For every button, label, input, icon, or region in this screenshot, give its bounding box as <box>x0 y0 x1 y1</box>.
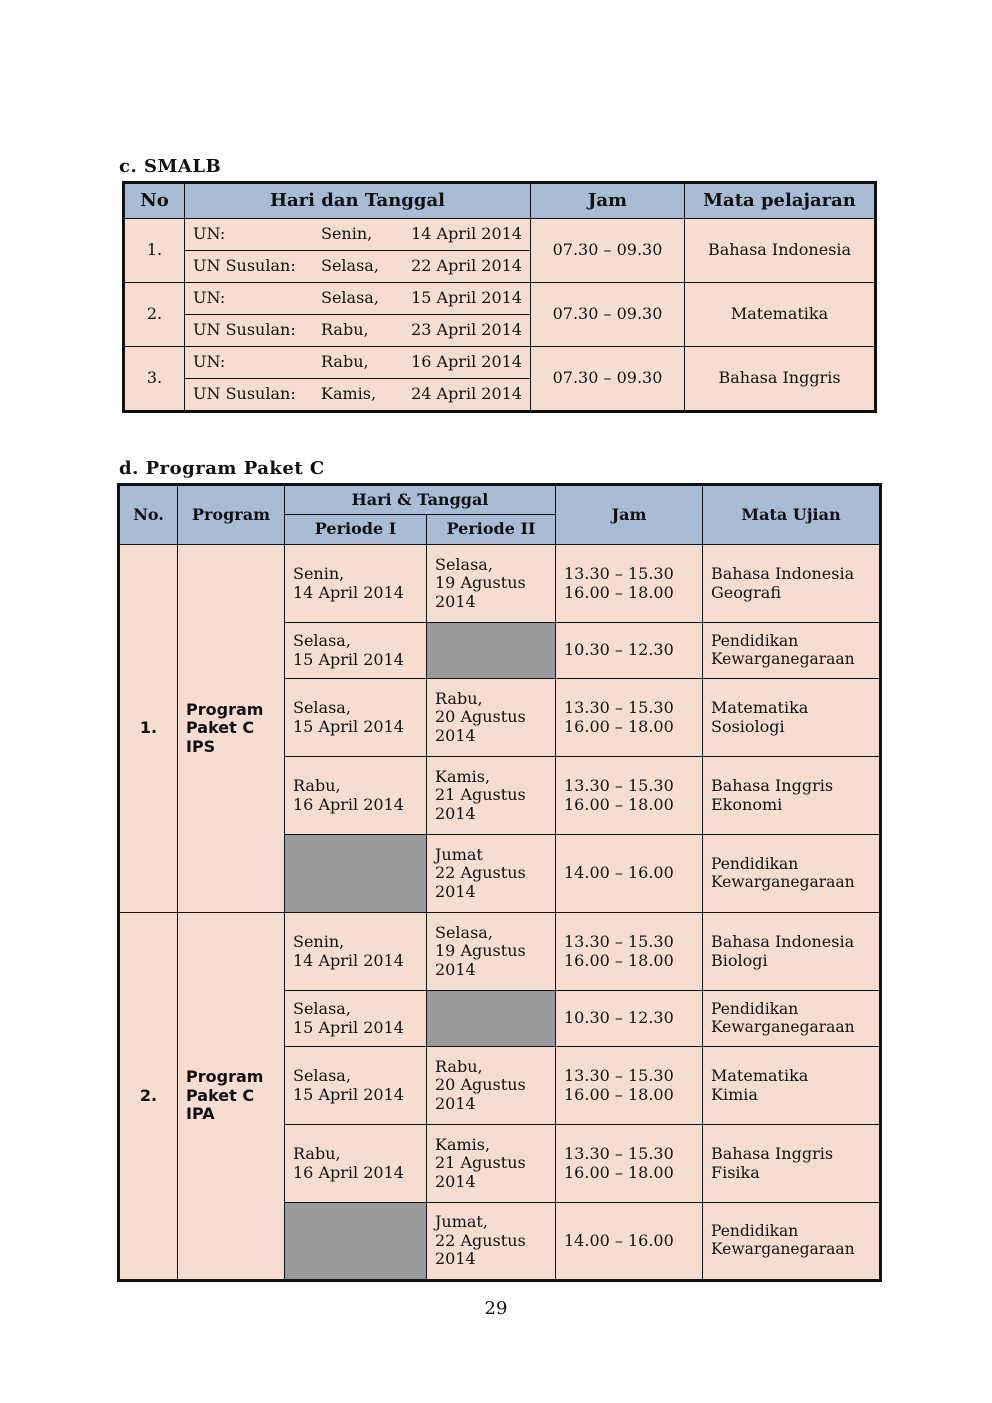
cell-line: Kewarganegaraan <box>711 872 855 891</box>
periode-1-cell <box>285 913 427 991</box>
cell-line: Matematika <box>711 1066 809 1086</box>
cell-line: Rabu, <box>435 688 483 708</box>
header-hari-tanggal: Hari & Tanggal <box>285 485 556 515</box>
un-date: 14 April 2014 <box>411 224 522 244</box>
empty-cell <box>285 835 427 913</box>
cell-line: 15 April 2014 <box>293 1017 404 1037</box>
section-c-title: c. SMALB <box>119 156 222 177</box>
cell-line: Kewarganegaraan <box>711 1017 855 1036</box>
periode-1-cell-lines <box>293 933 418 970</box>
un-day: Senin, <box>321 224 373 244</box>
cell-line: Kamis, <box>435 766 491 786</box>
periode-2-cell <box>427 757 556 835</box>
jam-cell <box>556 835 703 913</box>
jam-cell-lines <box>564 777 694 814</box>
cell-line: 13.30 – 15.30 <box>564 698 674 718</box>
cell-line: Pendidikan <box>711 1222 799 1241</box>
cell-line: Selasa, <box>435 554 493 574</box>
susulan-date-cell <box>185 251 531 283</box>
header-jam: Jam <box>531 183 685 219</box>
mata-pelajaran-cell: Matematika <box>685 283 876 347</box>
jam-cell: 07.30 – 09.30 <box>531 219 685 283</box>
cell-line: 13.30 – 15.30 <box>564 1144 674 1164</box>
periode-2-cell <box>427 1203 556 1281</box>
cell-line: 2014 <box>435 1093 476 1113</box>
jam-cell <box>556 1047 703 1125</box>
mata-ujian-cell-lines <box>711 1001 871 1037</box>
cell-line: Pendidikan <box>711 854 799 873</box>
empty-cell <box>427 991 556 1047</box>
periode-2-cell-lines <box>435 924 547 979</box>
jam-cell-lines <box>564 699 694 736</box>
jam-cell-lines <box>564 641 694 659</box>
susulan-day: Kamis, <box>321 384 377 404</box>
periode-1-cell-lines <box>293 1067 418 1104</box>
periode-1-cell <box>285 679 427 757</box>
cell-line: 16.00 – 18.00 <box>564 794 674 814</box>
cell-line: 16.00 – 18.00 <box>564 1162 674 1182</box>
cell-line: 15 April 2014 <box>293 1084 404 1104</box>
mata-ujian-cell <box>703 545 881 623</box>
un-date-cell <box>185 219 531 251</box>
cell-line: IPA <box>186 1104 215 1124</box>
table-row <box>124 347 876 379</box>
cell-line: IPS <box>186 736 216 756</box>
cell-line: 13.30 – 15.30 <box>564 932 674 952</box>
row-number: 1. <box>124 219 185 283</box>
jam-cell-lines <box>564 1232 694 1250</box>
cell-line: Fisika <box>711 1162 760 1182</box>
cell-line: 13.30 – 15.30 <box>564 776 674 796</box>
cell-line: Bahasa Inggris <box>711 1144 834 1164</box>
mata-ujian-cell <box>703 991 881 1047</box>
cell-line: Selasa, <box>435 922 493 942</box>
susulan-date: 23 April 2014 <box>411 320 522 340</box>
cell-line: 20 Agustus <box>435 707 526 727</box>
cell-line: 22 Agustus <box>435 863 526 883</box>
mata-pelajaran-cell: Bahasa Inggris <box>685 347 876 412</box>
un-date: 15 April 2014 <box>411 288 522 308</box>
cell-line: 2014 <box>435 881 476 901</box>
periode-1-cell <box>285 991 427 1047</box>
cell-line: Jumat, <box>435 1212 488 1232</box>
mata-ujian-cell <box>703 1203 881 1281</box>
jam-cell-lines <box>564 933 694 970</box>
program-name-lines <box>186 701 276 756</box>
cell-line: 2014 <box>435 803 476 823</box>
cell-line: Paket C <box>186 718 255 738</box>
mata-ujian-cell-lines <box>711 777 871 814</box>
table-row <box>119 545 881 623</box>
paket-c-table <box>117 483 882 1282</box>
periode-1-cell-lines <box>293 1145 418 1182</box>
periode-1-cell <box>285 545 427 623</box>
cell-line: 2014 <box>435 1171 476 1191</box>
cell-line: 19 Agustus <box>435 941 526 961</box>
cell-line: 21 Agustus <box>435 785 526 805</box>
cell-line: Paket C <box>186 1085 255 1105</box>
cell-line: 22 Agustus <box>435 1230 526 1250</box>
jam-cell-lines <box>564 1067 694 1104</box>
susulan-line <box>185 385 530 403</box>
jam-cell: 07.30 – 09.30 <box>531 347 685 412</box>
periode-2-cell-lines <box>435 768 547 823</box>
periode-1-cell <box>285 1047 427 1125</box>
un-date-cell <box>185 283 531 315</box>
empty-cell <box>285 1203 427 1281</box>
periode-2-cell <box>427 1047 556 1125</box>
periode-2-cell <box>427 835 556 913</box>
mata-ujian-cell-lines <box>711 1223 871 1259</box>
program-name <box>178 545 285 913</box>
mata-ujian-cell <box>703 679 881 757</box>
table-header-row <box>124 183 876 219</box>
cell-line: Bahasa Inggris <box>711 776 834 796</box>
jam-cell <box>556 991 703 1047</box>
cell-line: Matematika <box>711 698 809 718</box>
periode-2-cell-lines <box>435 846 547 901</box>
cell-line: 16.00 – 18.00 <box>564 716 674 736</box>
jam-cell-lines <box>564 1009 694 1027</box>
cell-line: 16.00 – 18.00 <box>564 1084 674 1104</box>
cell-line: Ekonomi <box>711 794 783 814</box>
un-day: Selasa, <box>321 288 379 308</box>
mata-ujian-cell <box>703 1125 881 1203</box>
cell-line: 13.30 – 15.30 <box>564 1066 674 1086</box>
cell-line: 16 April 2014 <box>293 1162 404 1182</box>
jam-cell-lines <box>564 565 694 602</box>
periode-1-cell-lines <box>293 1000 418 1037</box>
cell-line: 15 April 2014 <box>293 716 404 736</box>
mata-ujian-cell-lines <box>711 856 871 892</box>
cell-line: 16.00 – 18.00 <box>564 950 674 970</box>
table-header-row <box>119 485 881 515</box>
cell-line: 14.00 – 16.00 <box>564 1230 674 1250</box>
mata-ujian-cell-lines <box>711 933 871 970</box>
periode-1-cell <box>285 757 427 835</box>
row-number: 3. <box>124 347 185 412</box>
cell-line: 21 Agustus <box>435 1153 526 1173</box>
cell-line: Rabu, <box>293 1144 341 1164</box>
cell-line: Kewarganegaraan <box>711 1240 855 1258</box>
section-d-title: d. Program Paket C <box>119 458 325 479</box>
jam-cell <box>556 545 703 623</box>
un-line <box>185 225 530 243</box>
program-name-lines <box>186 1068 276 1123</box>
cell-line: Bahasa Indonesia <box>711 932 855 952</box>
susulan-line <box>185 257 530 275</box>
susulan-label: UN Susulan: <box>193 384 296 404</box>
cell-line: 16 April 2014 <box>293 794 404 814</box>
cell-line: Kewarganegaraan <box>711 649 855 668</box>
cell-line: Selasa, <box>293 999 351 1019</box>
header-hari-tanggal: Hari dan Tanggal <box>185 183 531 219</box>
cell-line: Sosiologi <box>711 716 785 736</box>
cell-line: 2014 <box>435 959 476 979</box>
page-number: 29 <box>484 1298 508 1319</box>
susulan-date: 22 April 2014 <box>411 256 522 276</box>
group-number: 2. <box>119 913 178 1281</box>
un-label: UN: <box>193 352 226 372</box>
jam-cell <box>556 679 703 757</box>
cell-line: Program <box>186 1067 264 1087</box>
periode-2-cell <box>427 545 556 623</box>
jam-cell <box>556 913 703 991</box>
cell-line: Bahasa Indonesia <box>711 564 855 584</box>
mata-ujian-cell <box>703 623 881 679</box>
mata-ujian-cell-lines <box>711 1145 871 1182</box>
cell-line: 2014 <box>435 1249 476 1269</box>
un-day: Rabu, <box>321 352 369 372</box>
cell-line: 16.00 – 18.00 <box>564 582 674 602</box>
periode-2-cell-lines <box>435 1136 547 1191</box>
susulan-label: UN Susulan: <box>193 320 296 340</box>
cell-line: 2014 <box>435 725 476 745</box>
cell-line: 13.30 – 15.30 <box>564 564 674 584</box>
jam-cell-lines <box>564 1145 694 1182</box>
jam-cell <box>556 1125 703 1203</box>
cell-line: 14.00 – 16.00 <box>564 863 674 883</box>
row-number: 2. <box>124 283 185 347</box>
un-date-cell <box>185 347 531 379</box>
susulan-label: UN Susulan: <box>193 256 296 276</box>
susulan-date-cell <box>185 379 531 412</box>
header-periode-2: Periode II <box>427 515 556 545</box>
cell-line: 19 Agustus <box>435 573 526 593</box>
susulan-date-cell <box>185 315 531 347</box>
empty-cell <box>427 623 556 679</box>
mata-ujian-cell <box>703 1047 881 1125</box>
periode-2-cell <box>427 679 556 757</box>
table-row <box>119 913 881 991</box>
cell-line: Kimia <box>711 1084 758 1104</box>
jam-cell-lines <box>564 864 694 882</box>
susulan-day: Selasa, <box>321 256 379 276</box>
cell-line: 20 Agustus <box>435 1075 526 1095</box>
cell-line: Program <box>186 699 264 719</box>
cell-line: 10.30 – 12.30 <box>564 1008 674 1028</box>
jam-cell <box>556 757 703 835</box>
header-mata-pelajaran: Mata pelajaran <box>685 183 876 219</box>
mata-ujian-cell <box>703 757 881 835</box>
cell-line: Rabu, <box>293 776 341 796</box>
cell-line: Senin, <box>293 932 345 952</box>
cell-line: Kamis, <box>435 1134 491 1154</box>
mata-ujian-cell-lines <box>711 633 871 669</box>
un-date: 16 April 2014 <box>411 352 522 372</box>
mata-ujian-cell-lines <box>711 565 871 602</box>
cell-line: Selasa, <box>293 631 351 651</box>
mata-ujian-cell-lines <box>711 1067 871 1104</box>
susulan-day: Rabu, <box>321 320 369 340</box>
header-no: No <box>124 183 185 219</box>
mata-ujian-cell <box>703 913 881 991</box>
cell-line: 10.30 – 12.30 <box>564 640 674 660</box>
un-label: UN: <box>193 224 226 244</box>
header-mata-ujian: Mata Ujian <box>703 485 881 545</box>
mata-pelajaran-cell: Bahasa Indonesia <box>685 219 876 283</box>
periode-1-cell-lines <box>293 777 418 814</box>
periode-1-cell-lines <box>293 699 418 736</box>
cell-line: 2014 <box>435 591 476 611</box>
cell-line: Pendidikan <box>711 631 799 650</box>
cell-line: Jumat <box>435 844 483 864</box>
cell-line: Rabu, <box>435 1056 483 1076</box>
cell-line: 14 April 2014 <box>293 950 404 970</box>
mata-ujian-cell-lines <box>711 699 871 736</box>
cell-line: 15 April 2014 <box>293 649 404 669</box>
cell-line: Biologi <box>711 950 768 970</box>
periode-1-cell-lines <box>293 632 418 669</box>
periode-2-cell-lines <box>435 556 547 611</box>
header-program: Program <box>178 485 285 545</box>
cell-line: Senin, <box>293 564 345 584</box>
cell-line: Selasa, <box>293 698 351 718</box>
periode-2-cell-lines <box>435 690 547 745</box>
un-line <box>185 353 530 371</box>
un-label: UN: <box>193 288 226 308</box>
susulan-line <box>185 321 530 339</box>
table-row <box>124 283 876 315</box>
header-jam: Jam <box>556 485 703 545</box>
periode-2-cell-lines <box>435 1058 547 1113</box>
un-line <box>185 289 530 307</box>
periode-2-cell-lines <box>435 1213 547 1268</box>
cell-line: Selasa, <box>293 1066 351 1086</box>
periode-2-cell <box>427 913 556 991</box>
cell-line: Geografi <box>711 582 781 602</box>
cell-line: Pendidikan <box>711 999 799 1018</box>
jam-cell <box>556 623 703 679</box>
program-name <box>178 913 285 1281</box>
periode-1-cell-lines <box>293 565 418 602</box>
periode-2-cell <box>427 1125 556 1203</box>
jam-cell <box>556 1203 703 1281</box>
smalb-table <box>122 181 877 413</box>
periode-1-cell <box>285 1125 427 1203</box>
group-number: 1. <box>119 545 178 913</box>
mata-ujian-cell <box>703 835 881 913</box>
table-row <box>124 219 876 251</box>
cell-line: 14 April 2014 <box>293 582 404 602</box>
header-no: No. <box>119 485 178 545</box>
header-periode-1: Periode I <box>285 515 427 545</box>
jam-cell: 07.30 – 09.30 <box>531 283 685 347</box>
susulan-date: 24 April 2014 <box>411 384 522 404</box>
periode-1-cell <box>285 623 427 679</box>
